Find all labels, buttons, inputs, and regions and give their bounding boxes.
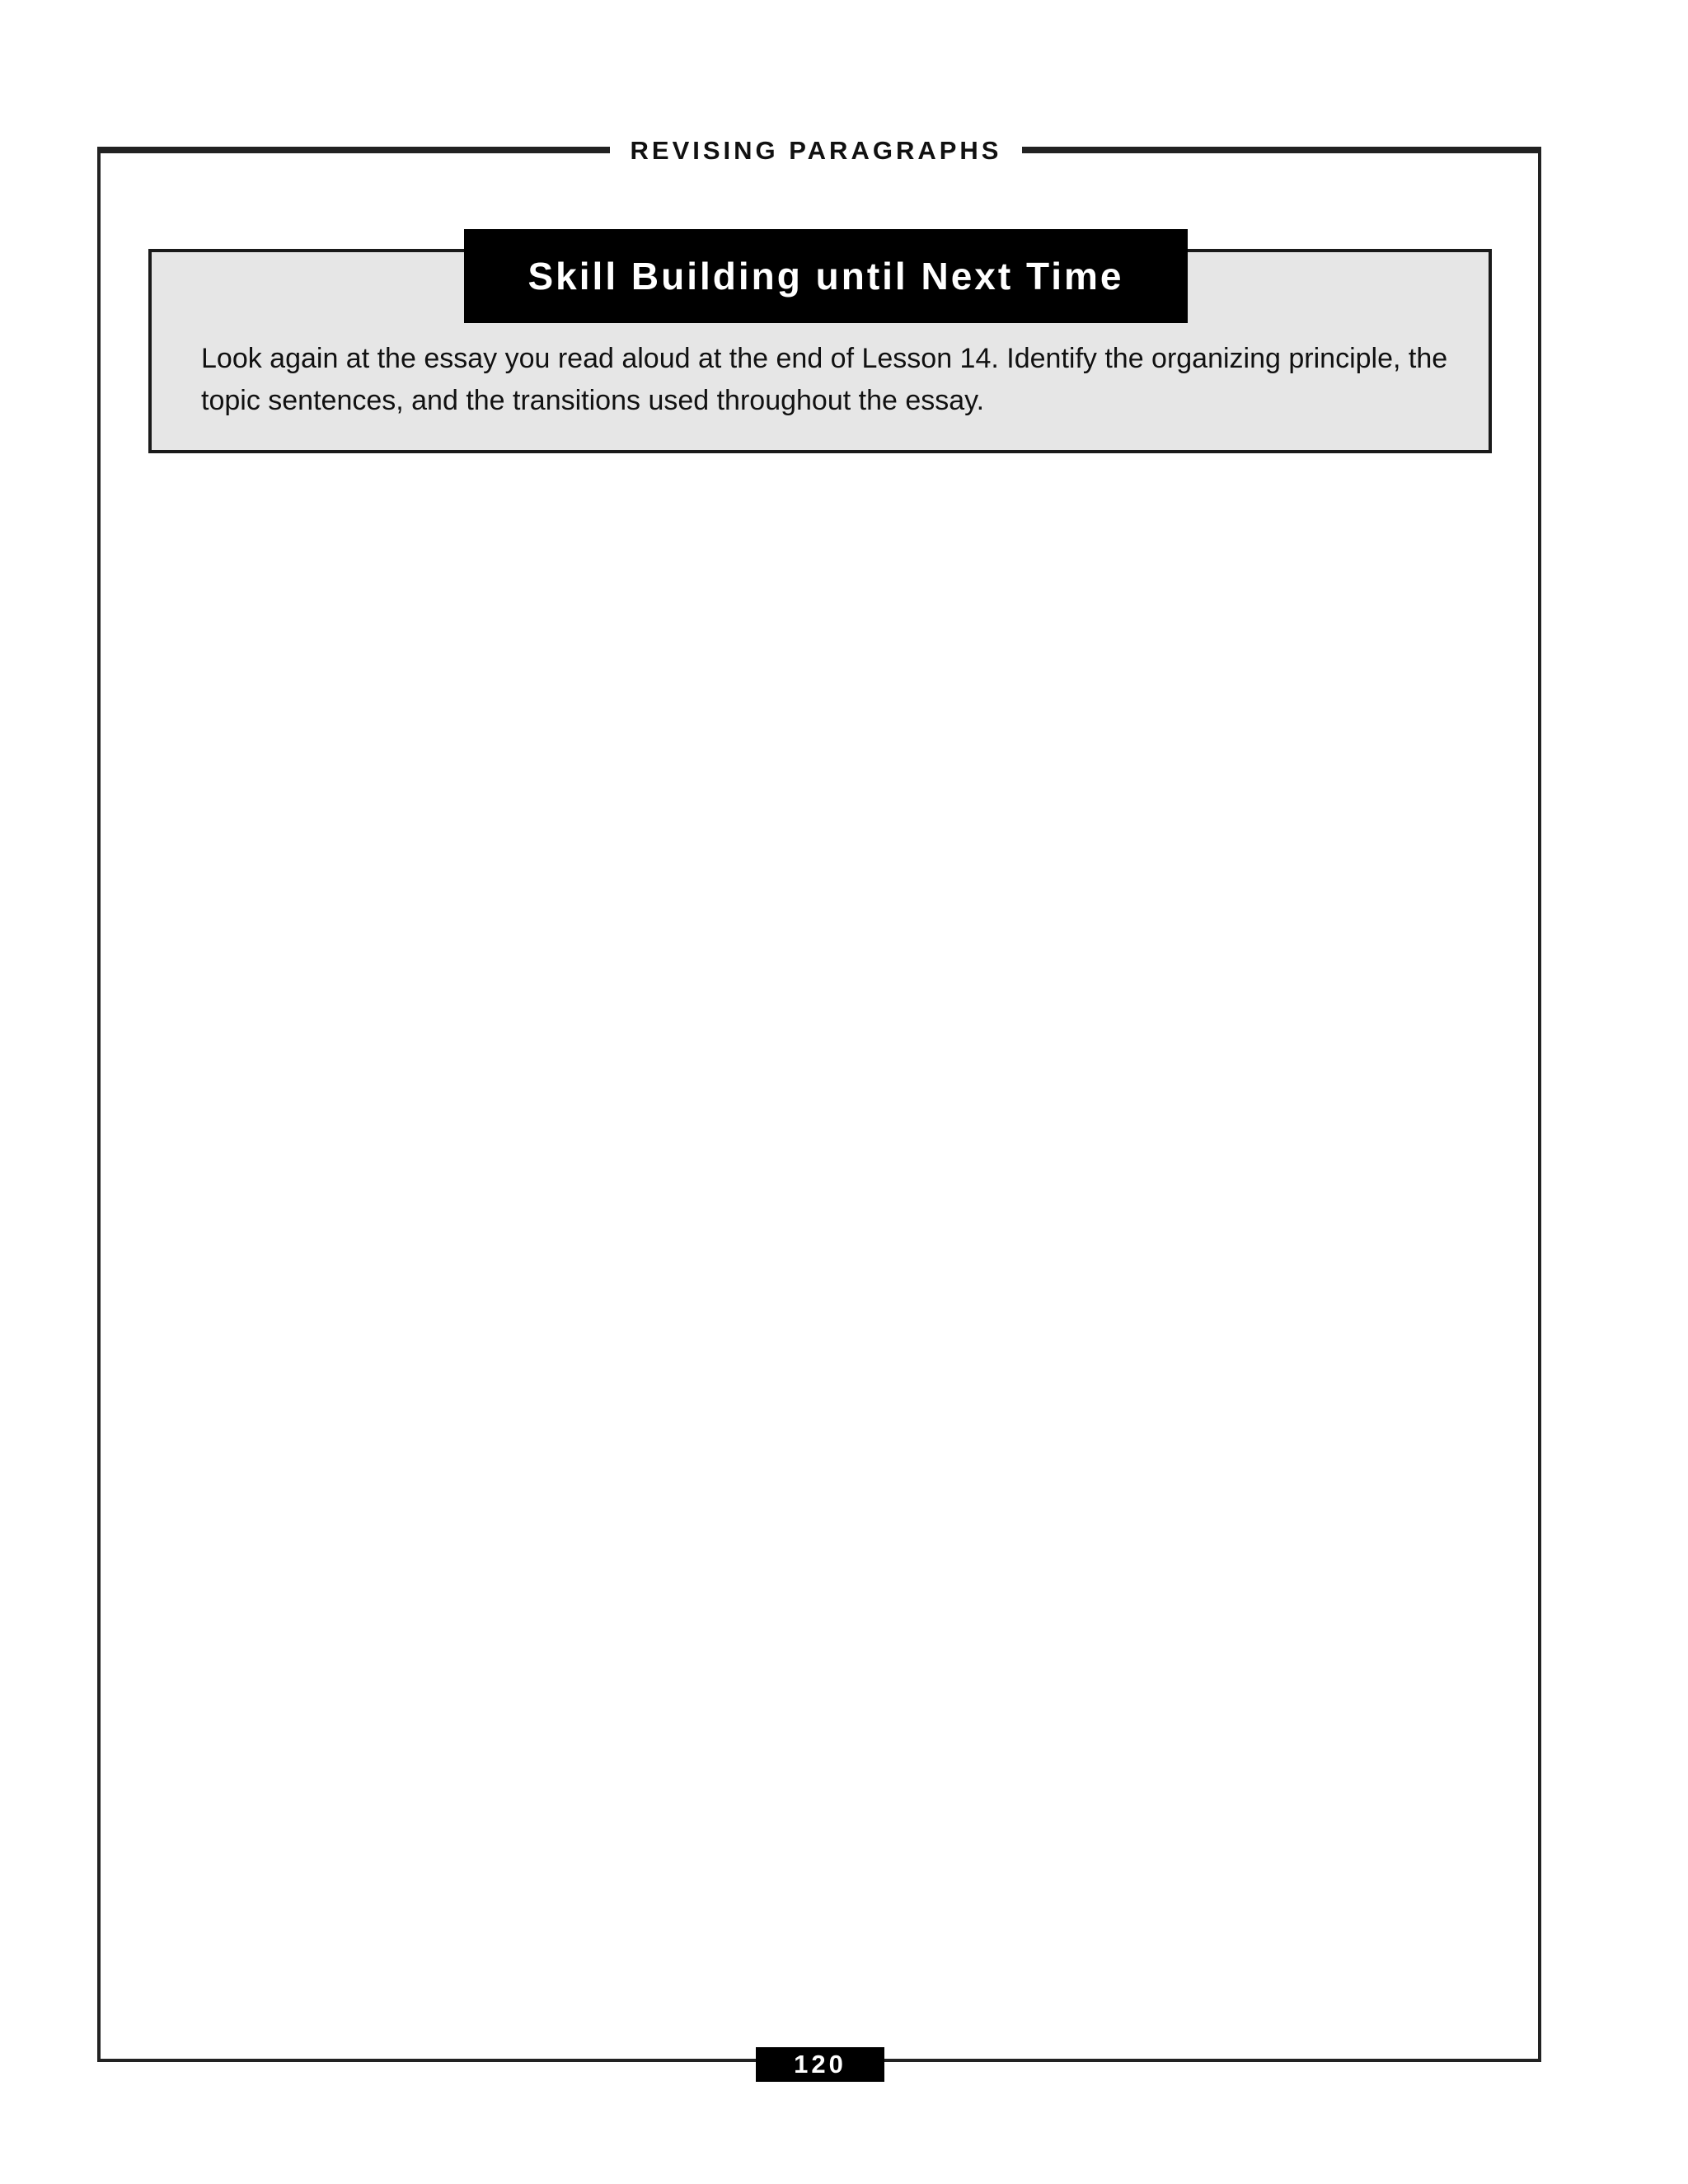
skill-building-title: Skill Building until Next Time bbox=[464, 229, 1188, 323]
page-number: 120 bbox=[756, 2047, 884, 2082]
skill-building-text: Look again at the essay you read aloud at the end of Lesson 14. Identify the organizing principle, the topic sentences, and the transitions used throughout the essay. bbox=[201, 343, 1448, 416]
running-head: REVISING PARAGRAPHS bbox=[610, 132, 1022, 170]
